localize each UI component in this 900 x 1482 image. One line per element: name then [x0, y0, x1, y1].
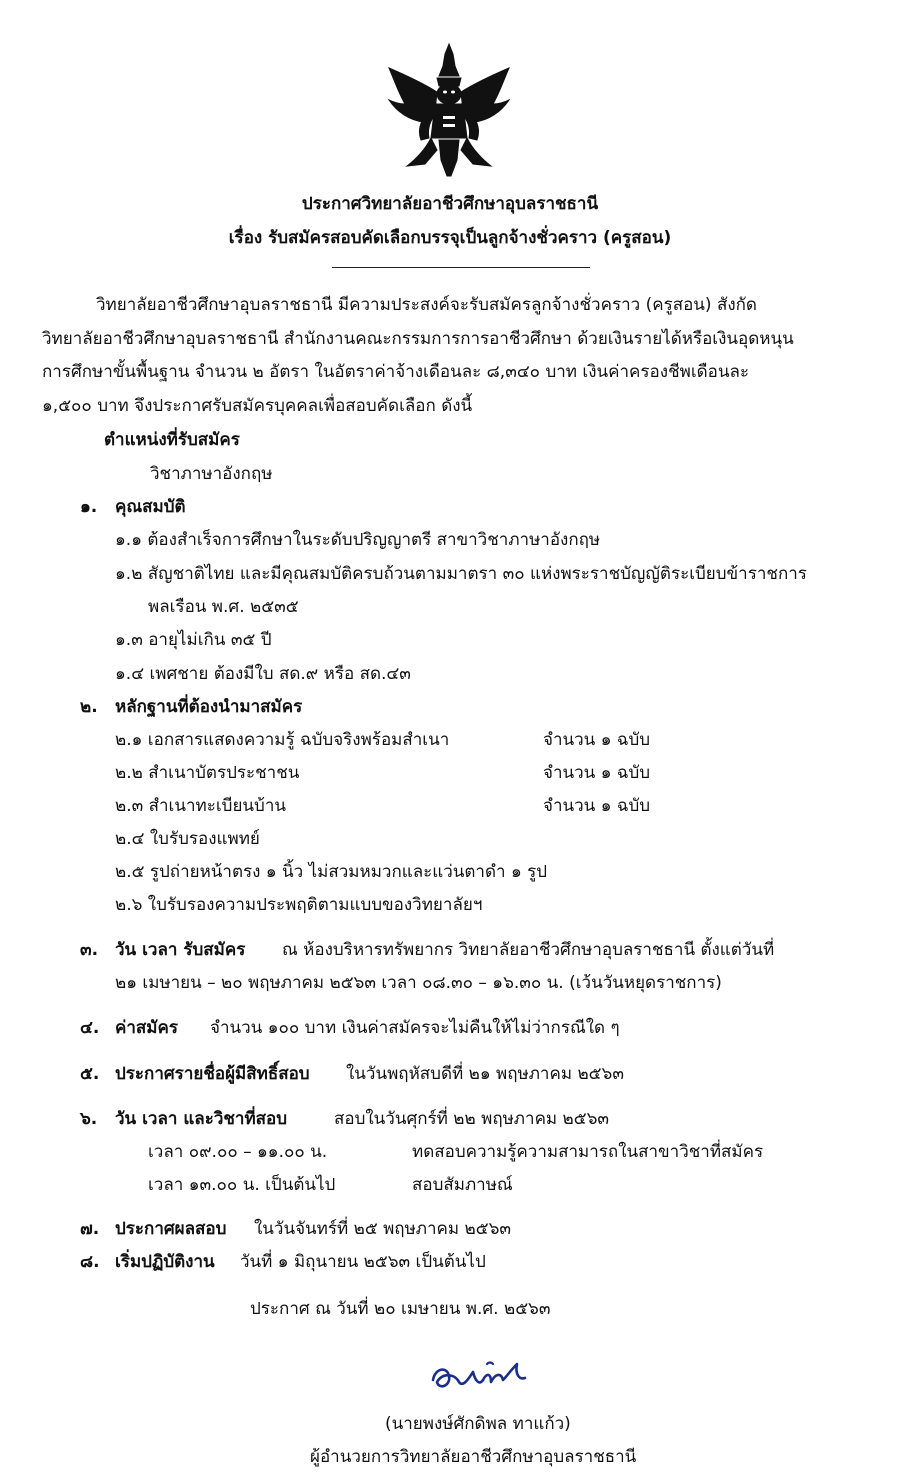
signer-title: ผู้อำนวยการวิทยาลัยอาชีวศึกษาอุบลราชธานี [310, 1447, 637, 1467]
intro-line-1: วิทยาลัยอาชีวศึกษาอุบลราชธานี มีความประสงค์จะรับสมัครลูกจ้างชั่วคราว (ครูสอน) สังกัด [96, 295, 757, 315]
section-2-number: ๒. [80, 697, 98, 717]
intro-line-3: การศึกษาขั้นพื้นฐาน จำนวน ๒ อัตรา ในอัตราค่าจ้างเดือนละ ๘,๓๔๐ บาท เงินค่าครองชีพเดือนละ [42, 362, 750, 382]
header-divider [332, 267, 590, 268]
document-item-quantity: จำนวน ๑ ฉบับ [543, 730, 651, 750]
handwritten-signature-icon [425, 1350, 540, 1400]
section-4-number: ๔. [80, 1018, 100, 1038]
section-6-number: ๖. [80, 1109, 98, 1129]
position-heading: ตำแหน่งที่รับสมัคร [104, 430, 240, 450]
section-3-text: ณ ห้องบริหารทรัพยากร วิทยาลัยอาชีวศึกษาอุบลราชธานี ตั้งแต่วันที่ [282, 940, 775, 960]
section-1-heading: คุณสมบัติ [115, 497, 186, 517]
document-item: ๒.๒ สำเนาบัตรประชาชน [115, 763, 300, 783]
exam-time: เวลา ๐๙.๐๐ – ๑๑.๐๐ น. [148, 1142, 328, 1162]
document-title: ประกาศวิทยาลัยอาชีวศึกษาอุบลราชธานี [301, 194, 599, 214]
section-4-text: จำนวน ๑๐๐ บาท เงินค่าสมัครจะไม่คืนให้ไม่ว่ากรณีใด ๆ [210, 1018, 620, 1038]
section-7-text: ในวันจันทร์ที่ ๒๕ พฤษภาคม ๒๕๖๓ [254, 1219, 512, 1239]
section-1-number: ๑. [80, 497, 98, 517]
qualification-item-continued: พลเรือน พ.ศ. ๒๕๓๕ [148, 597, 299, 617]
section-3-number: ๓. [80, 940, 99, 960]
document-item: ๒.๑ เอกสารแสดงความรู้ ฉบับจริงพร้อมสำเนา [115, 730, 450, 750]
intro-line-2: วิทยาลัยอาชีวศึกษาอุบลราชธานี สำนักงานคณะกรรมการการอาชีวศึกษา ด้วยเงินรายได้หรือเงินอุดหนุน [42, 329, 794, 349]
document-item-quantity: จำนวน ๑ ฉบับ [543, 763, 651, 783]
position-value: วิชาภาษาอังกฤษ [150, 464, 273, 484]
document-item: ๒.๔ ใบรับรองแพทย์ [115, 829, 260, 849]
intro-line-4: ๑,๕๐๐ บาท จึงประกาศรับสมัครบุคคลเพื่อสอบคัดเลือก ดังนี้ [42, 396, 473, 416]
section-7-number: ๗. [80, 1219, 100, 1239]
section-8-number: ๘. [80, 1252, 100, 1272]
qualification-item: ๑.๔ เพศชาย ต้องมีใบ สด.๙ หรือ สด.๔๓ [115, 664, 411, 684]
section-4-heading: ค่าสมัคร [115, 1018, 179, 1038]
document-item: ๒.๓ สำเนาทะเบียนบ้าน [115, 796, 287, 816]
exam-time: เวลา ๑๓.๐๐ น. เป็นต้นไป [148, 1175, 336, 1195]
signer-name: (นายพงษ์ศักดิพล ทาแก้ว) [385, 1414, 571, 1434]
section-6-text: สอบในวันศุกร์ที่ ๒๒ พฤษภาคม ๒๕๖๓ [334, 1109, 610, 1129]
section-3-text-continued: ๒๑ เมษายน – ๒๐ พฤษภาคม ๒๕๖๓ เวลา ๐๘.๓๐ – ๑๖.๓๐ น. (เว้นวันหยุดราชการ) [115, 973, 722, 993]
qualification-item: ๑.๒ สัญชาติไทย และมีคุณสมบัติครบถ้วนตามมาตรา ๓๐ แห่งพระราชบัญญัติระเบียบข้าราชการ [115, 564, 807, 584]
exam-subject: สอบสัมภาษณ์ [412, 1175, 513, 1195]
section-7-heading: ประกาศผลสอบ [115, 1219, 227, 1239]
qualification-item: ๑.๑ ต้องสำเร็จการศึกษาในระดับปริญญาตรี สาขาวิชาภาษาอังกฤษ [115, 530, 601, 550]
section-5-text: ในวันพฤหัสบดีที่ ๒๑ พฤษภาคม ๒๕๖๓ [346, 1064, 624, 1084]
section-3-heading: วัน เวลา รับสมัคร [115, 940, 246, 960]
document-subject: เรื่อง รับสมัครสอบคัดเลือกบรรจุเป็นลูกจ้างชั่วคราว (ครูสอน) [228, 228, 672, 248]
section-5-heading: ประกาศรายชื่อผู้มีสิทธิ์สอบ [115, 1064, 310, 1084]
section-8-text: วันที่ ๑ มิถุนายน ๒๕๖๓ เป็นต้นไป [240, 1252, 486, 1272]
announcement-date: ประกาศ ณ วันที่ ๒๐ เมษายน พ.ศ. ๒๕๖๓ [250, 1299, 551, 1319]
section-8-heading: เริ่มปฏิบัติงาน [115, 1252, 215, 1272]
document-item-quantity: จำนวน ๑ ฉบับ [543, 796, 651, 816]
section-2-heading: หลักฐานที่ต้องนำมาสมัคร [115, 697, 303, 717]
qualification-item: ๑.๓ อายุไม่เกิน ๓๕ ปี [115, 630, 272, 650]
document-item: ๒.๕ รูปถ่ายหน้าตรง ๑ นิ้ว ไม่สวมหมวกและแว่นตาดำ ๑ รูป [115, 862, 548, 882]
section-6-heading: วัน เวลา และวิชาที่สอบ [115, 1109, 288, 1129]
section-5-number: ๕. [80, 1064, 100, 1084]
document-item: ๒.๖ ใบรับรองความประพฤติตามแบบของวิทยาลัยฯ [115, 895, 483, 915]
exam-subject: ทดสอบความรู้ความสามารถในสาขาวิชาที่สมัคร [412, 1142, 764, 1162]
garuda-emblem-icon [385, 42, 513, 180]
